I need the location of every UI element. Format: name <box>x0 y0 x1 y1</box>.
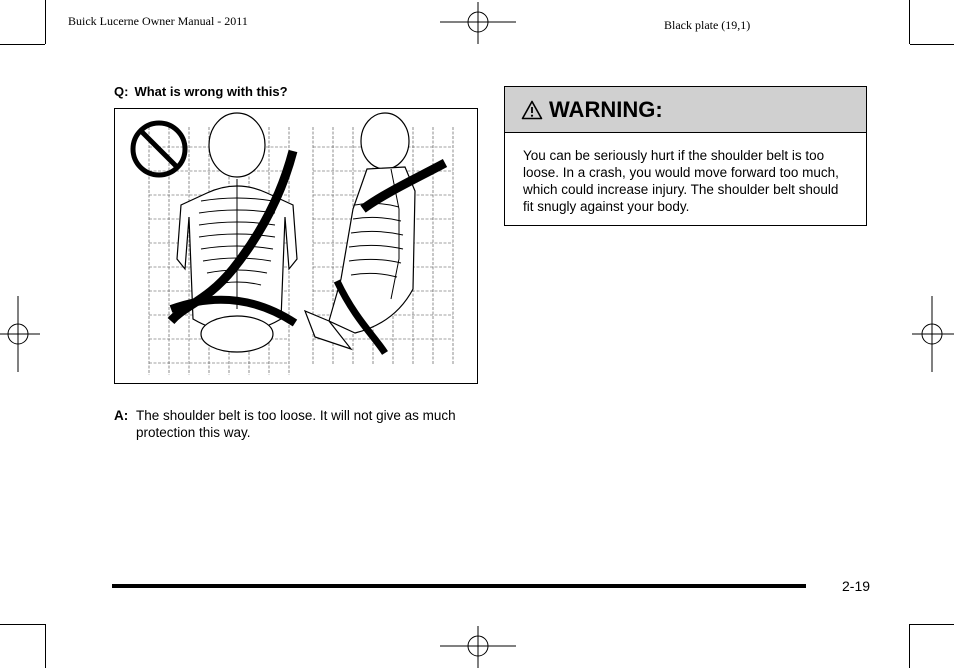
warning-box <box>504 86 867 226</box>
footer-rule <box>112 584 806 588</box>
seatbelt-drawing <box>115 109 479 385</box>
registration-mark <box>440 624 516 668</box>
registration-mark <box>0 296 40 372</box>
question-label: Q: <box>114 84 129 99</box>
header-title: Buick Lucerne Owner Manual - 2011 <box>68 14 248 28</box>
warning-title: WARNING: <box>549 96 663 122</box>
crop-mark <box>909 624 910 668</box>
crop-mark <box>909 0 910 44</box>
warning-text: You can be seriously hurt if the shoulder belt is too loose. In a crash, you would move forward too much, which could increase injury. The shoulder belt should fit snugly against your body. <box>523 148 839 214</box>
answer-label: A: <box>114 408 129 423</box>
answer-text: The shoulder belt is too loose. It will not give as much protection this way. <box>136 408 456 440</box>
crop-mark <box>45 624 46 668</box>
seatbelt-illustration <box>114 108 478 384</box>
crop-mark <box>45 0 46 44</box>
crop-mark <box>0 44 45 45</box>
registration-mark <box>912 296 954 372</box>
answer <box>114 407 464 441</box>
crop-mark <box>0 624 45 625</box>
page-number: 2-19 <box>842 578 871 594</box>
warning-header <box>505 87 866 133</box>
crop-mark <box>910 44 954 45</box>
crop-mark <box>910 624 954 625</box>
question <box>114 84 288 99</box>
warning-triangle-icon <box>521 100 543 120</box>
header-plate: Black plate (19,1) <box>664 18 751 32</box>
prohibited-icon <box>133 123 185 175</box>
question-text: What is wrong with this? <box>134 84 288 99</box>
registration-mark <box>440 2 516 46</box>
